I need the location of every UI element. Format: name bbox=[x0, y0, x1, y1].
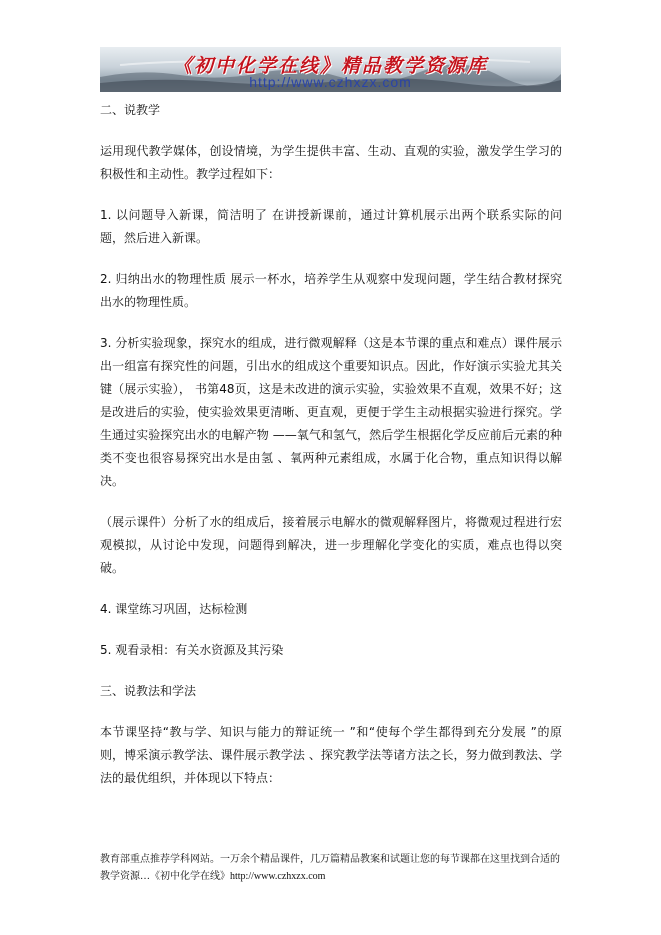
paragraph-intro: 运用现代教学媒体，创设情境，为学生提供丰富、生动、直观的实验，激发学生学习的积极性和主动性。教学过程如下： bbox=[100, 144, 562, 181]
footer-note bbox=[100, 851, 565, 885]
paragraph-step-3b: （展示课件）分析了水的组成后，接着展示电解水的微观解释图片，将微观过程进行宏观模拟，从讨论中发现，问题得到解决，进一步理解化学变化的实质，难点也得以突破。 bbox=[100, 515, 562, 575]
paragraph-step-3: 3. 分析实验现象，探究水的组成，进行微观解释（这是本节课的重点和难点）课件展示出一组富有探究性的问题，引出水的组成这个重要知识点。因此，作好演示实验尤其关键（展示实验）， 书第48页，这是未改进的演示实验，实验效果不直观，效果不好；这是改进后的实验，使实验效果更清晰、更直观，更便于学生主动根据实验进行探究。学生通过实验探究出水的电解产物 ——氧气和氢气，然后学生根据化学反应前后元素的种类不变也很容易探究出水是由氢 、氧两种元素组成，水属于化合物，重点知识得以解决。 bbox=[100, 336, 562, 488]
document-body bbox=[100, 95, 562, 790]
paragraph-methods: 本节课坚持“教与学、知识与能力的辩证统一 ”和“使每个学生都得到充分发展 ”的原则，博采演示教学法、课件展示教学法 、探究教学法等诸方法之长，努力做到教法、学法的最优组织，并体现以下特点： bbox=[100, 725, 562, 785]
header-banner bbox=[100, 47, 561, 92]
footer-text: 教育部重点推荐学科网站。一万余个精品课件，几万篇精品教案和试题让您的每节课都在这里找到合适的教学资源…《初中化学在线》 bbox=[100, 854, 560, 882]
paragraph-step-4: 4. 课堂练习巩固，达标检测 bbox=[100, 602, 248, 616]
banner-url-link[interactable]: http://www.czhxzx.com bbox=[249, 74, 412, 90]
banner-title: 《初中化学在线》精品教学资源库 bbox=[172, 55, 488, 77]
section-heading-methods: 三、说教法和学法 bbox=[100, 684, 197, 698]
footer-url-link[interactable]: http://www.czhxzx.com bbox=[230, 871, 326, 882]
section-heading-teaching: 二、说教学 bbox=[100, 103, 161, 117]
paragraph-step-2: 2. 归纳出水的物理性质 展示一杯水，培养学生从观察中发现问题，学生结合教材探究出水的物理性质。 bbox=[100, 272, 562, 309]
paragraph-step-1: 1. 以问题导入新课，简洁明了 在讲授新课前，通过计算机展示出两个联系实际的问题，然后进入新课。 bbox=[100, 208, 562, 245]
paragraph-step-5: 5. 观看录相：有关水资源及其污染 bbox=[100, 643, 284, 657]
